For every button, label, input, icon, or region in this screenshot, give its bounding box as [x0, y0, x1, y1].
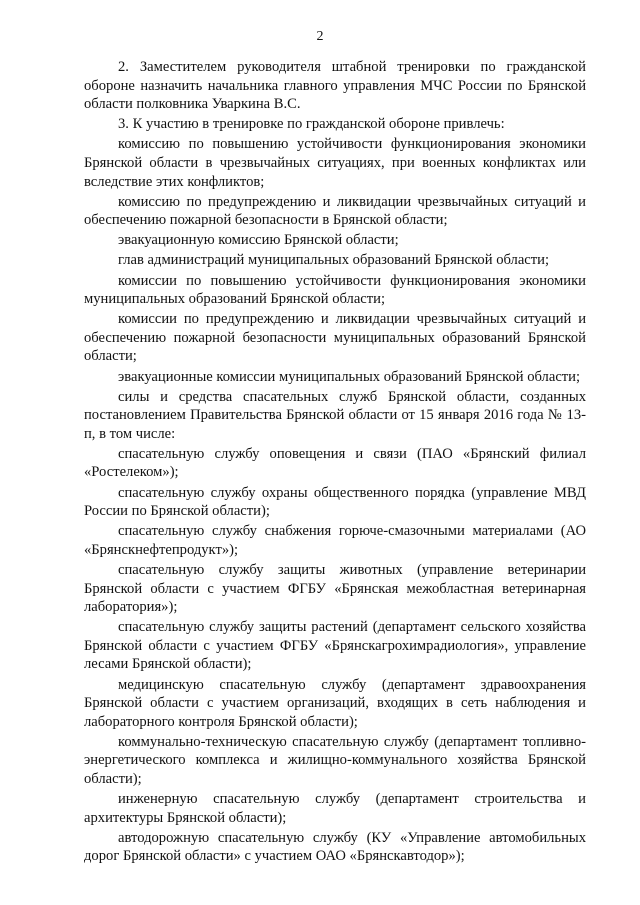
list-item: инженерную спасательную службу (департамент строительства и архитектуры Брянской области);: [84, 791, 586, 826]
document-body: [84, 58, 586, 867]
page-number: 2: [316, 29, 324, 44]
list-item: спасательную службу защиты растений (департамент сельского хозяйства Брянской области с участием ФГБУ «Брянскагрохимрадиология», управление лесами Брянской области);: [84, 619, 586, 673]
paragraph-item-3-participants: 3. К участию в тренировке по гражданской обороне привлечь:: [118, 116, 505, 133]
list-item: медицинскую спасательную службу (департамент здравоохранения Брянской области с участием организаций, входящих в сеть наблюдения и лабораторного контроля Брянской области);: [84, 676, 586, 730]
list-item: силы и средства спасательных служб Брянской области, созданных постановлением Правительства Брянской области от 15 января 2016 года № 13-п, в том числе:: [84, 388, 586, 442]
list-item: комиссию по предупреждению и ликвидации чрезвычайных ситуаций и обеспечению пожарной безопасности в Брянской области;: [84, 193, 586, 229]
list-item: спасательную службу защиты животных (управление ветеринарии Брянской области с участием ФГБУ «Брянская межобластная ветеринарная лаборатория»);: [84, 561, 586, 616]
list-item: спасательную службу оповещения и связи (ПАО «Брянский филиал «Ростелеком»);: [84, 445, 586, 481]
list-item: комиссию по повышению устойчивости функционирования экономики Брянской области в чрезвычайных ситуациях, при военных конфликтах или вследствие этих конфликтов;: [84, 136, 586, 190]
list-item: эвакуационную комиссию Брянской области;: [118, 232, 399, 249]
list-item: коммунально-техническую спасательную службу (департамент топливно-энергетического комплекса и жилищно-коммунального хозяйства Брянской области);: [84, 733, 586, 787]
list-item: спасательную службу снабжения горюче-смазочными материалами (АО «Брянскнефтепродукт»);: [84, 523, 586, 558]
paragraph-item-2-deputy: 2. Заместителем руководителя штабной тренировки по гражданской обороне назначить начальника главного управления МЧС России по Брянской области полковника Уваркина В.С.: [84, 59, 586, 113]
list-item: комиссии по предупреждению и ликвидации чрезвычайных ситуаций и обеспечению пожарной безопасности муниципальных образований Брянской области;: [84, 311, 586, 365]
list-item: спасательную службу охраны общественного порядка (управление МВД России по Брянской области);: [84, 484, 586, 520]
list-item: автодорожную спасательную службу (КУ «Управление автомобильных дорог Брянской области» с участием ОАО «Брянскавтодор»);: [84, 829, 586, 865]
list-item: эвакуационные комиссии муниципальных образований Брянской области;: [118, 368, 581, 385]
list-item: глав администраций муниципальных образований Брянской области;: [118, 252, 550, 269]
list-item: комиссии по повышению устойчивости функционирования экономики муниципальных образований Брянской области;: [84, 272, 586, 308]
